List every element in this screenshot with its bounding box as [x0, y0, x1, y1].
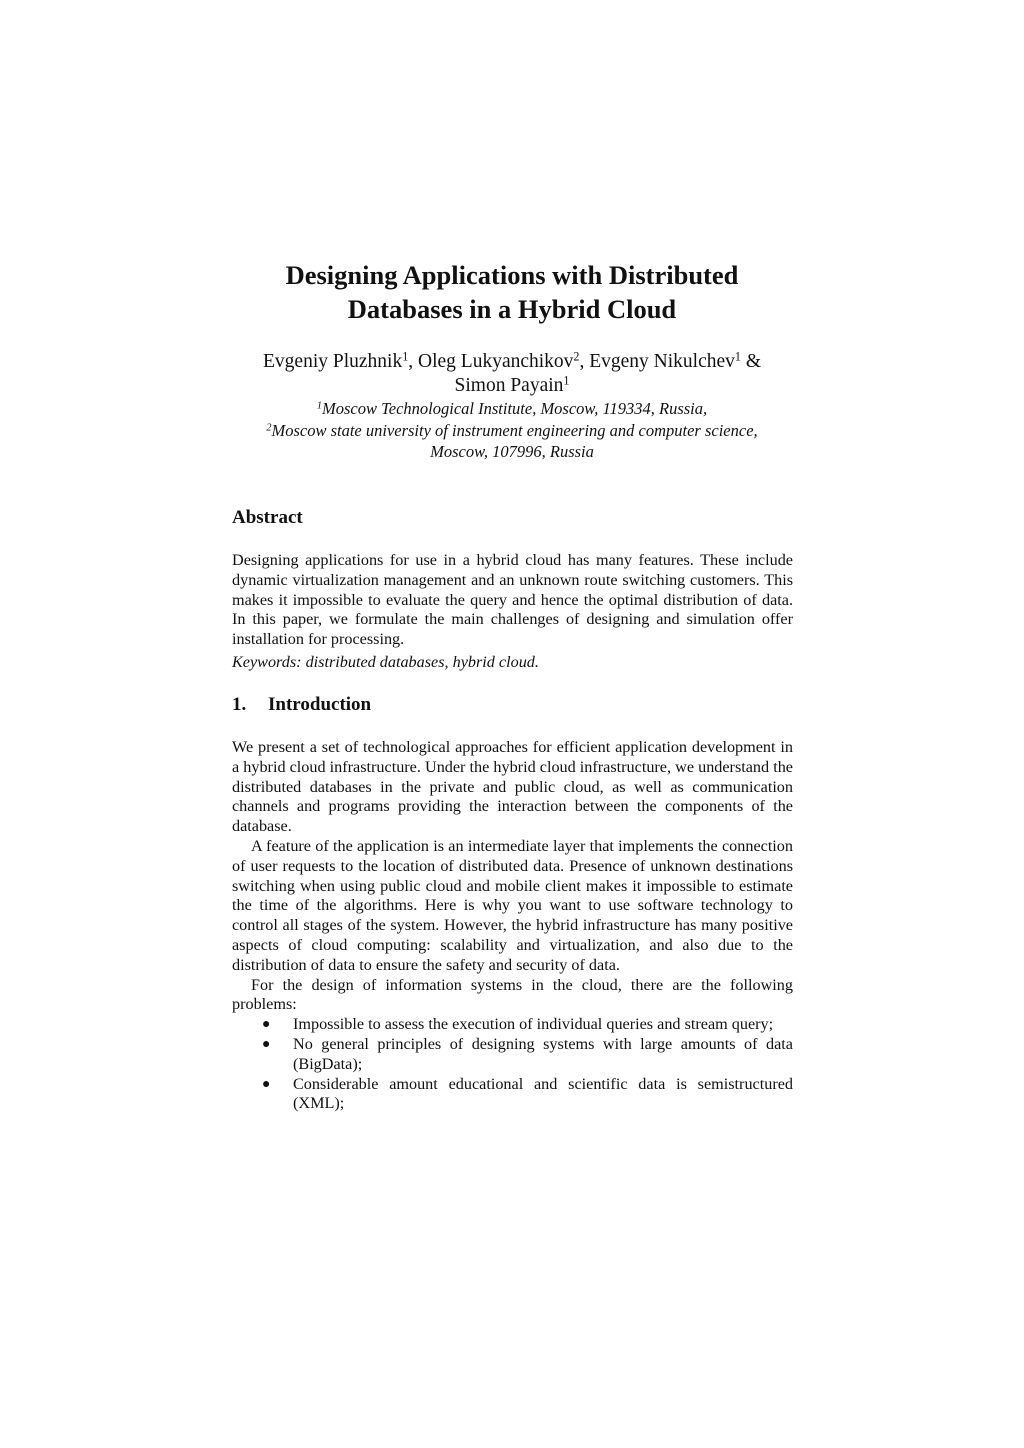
author-affiliation-mark: 1 — [402, 349, 409, 364]
affiliation-text: Moscow state university of instrument engineering and computer science, Moscow, 107996, Russia — [271, 420, 758, 461]
author-separator: , — [579, 351, 590, 372]
author-affiliation-mark: 1 — [734, 349, 741, 364]
affiliation-1 — [232, 398, 792, 420]
list-item-text: Considerable amount educational and scientific data is semistructured (XML); — [293, 1074, 793, 1113]
author-affiliation-mark: 2 — [573, 349, 580, 364]
keywords: Keywords: distributed databases, hybrid cloud. — [232, 653, 539, 671]
list-item-text: No general principles of designing systems with large amounts of data (BigData); — [293, 1034, 793, 1073]
abstract-heading: Abstract — [232, 507, 303, 528]
author-separator: & — [740, 351, 761, 372]
author-list — [232, 350, 792, 398]
author-separator: , — [408, 351, 418, 372]
paper-title-line-1: Designing Applications with Distributed — [285, 260, 739, 290]
author-name: Evgeniy Pluzhnik — [263, 351, 403, 372]
intro-paragraph-3: For the design of information systems in the cloud, there are the following problems: — [232, 975, 793, 1014]
paper-title — [232, 258, 792, 326]
intro-paragraph-1: We present a set of technological approaches for efficient application development in a hybrid cloud infrastructure. Under the hybrid cloud infrastructure, we understand the distributed databases in the private and public cloud, as well as communication channels and programs providing the interaction between the components of the database. — [232, 738, 793, 836]
abstract-body — [232, 551, 793, 650]
author-affiliation-mark: 1 — [563, 373, 570, 388]
list-item — [232, 1075, 793, 1115]
problem-list — [232, 1015, 793, 1114]
introduction-body — [232, 738, 793, 1114]
section-number: 1. — [232, 694, 247, 715]
bullet-icon: ● — [262, 1076, 271, 1092]
introduction-heading — [232, 693, 371, 717]
paper-title-line-2: Databases in a Hybrid Cloud — [347, 294, 677, 324]
intro-paragraph-2: A feature of the application is an intermediate layer that implements the connection of user requests to the location of distributed data. Presence of unknown destinations switching when using public cloud and mobile client makes it impossible to estimate the time of the algorithms. Here is why you want to use software technology to control all stages of the system. However, the hybrid infrastructure has many positive aspects of cloud computing: scalability and virtualization, and also due to the distribution of data to ensure the safety and security of data. — [232, 836, 793, 974]
affiliation-list — [232, 398, 792, 463]
list-item — [232, 1015, 793, 1035]
bullet-icon: ● — [262, 1036, 271, 1052]
author-name: Evgeny Nikulchev — [589, 351, 735, 372]
author-name: Oleg Lukyanchikov — [418, 351, 574, 372]
affiliation-mark: 1 — [316, 400, 322, 412]
list-item-text: Impossible to assess the execution of individual queries and stream query; — [293, 1015, 774, 1034]
bullet-icon: ● — [262, 1017, 271, 1033]
list-item — [232, 1035, 793, 1075]
affiliation-text: Moscow Technological Institute, Moscow, 119334, Russia, — [321, 399, 708, 418]
affiliation-2 — [232, 420, 792, 463]
abstract-paragraph: Designing applications for use in a hybrid cloud has many features. These include dynamic virtualization management and an unknown route switching customers. This makes it impossible to evaluate the query and hence the optimal distribution of data. In this paper, we formulate the main challenges of designing and simulation offer installation for processing. — [232, 551, 793, 649]
section-title: Introduction — [268, 694, 372, 715]
author-name: Simon Payain — [454, 375, 564, 396]
affiliation-mark: 2 — [266, 421, 272, 433]
